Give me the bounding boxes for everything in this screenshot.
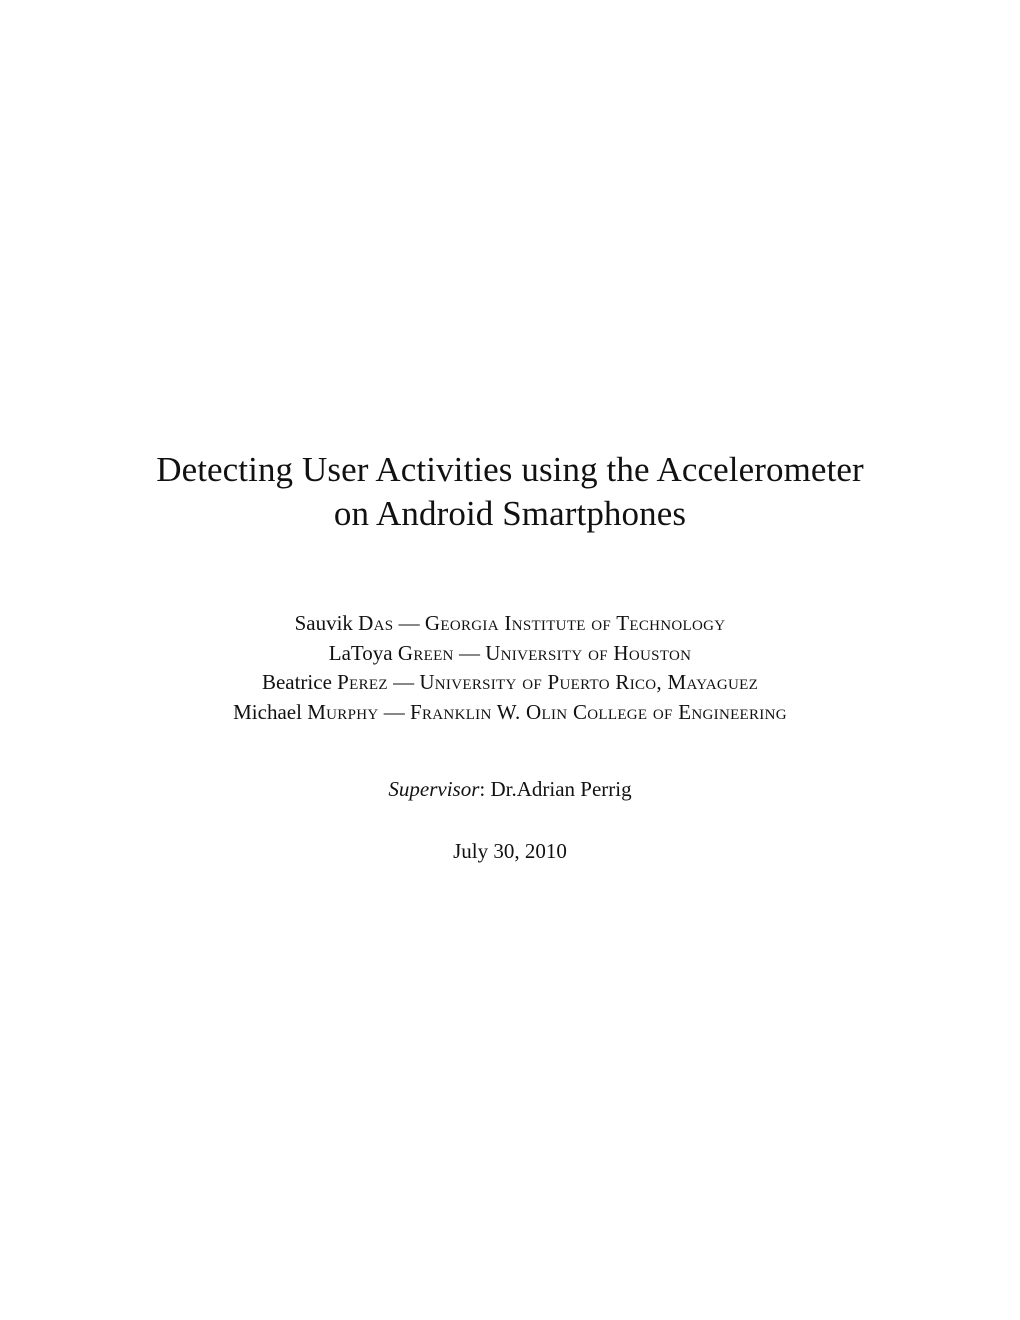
- author-affiliation: University of Houston: [485, 640, 692, 665]
- author-line: [0, 609, 1020, 639]
- author-line: [0, 698, 1020, 728]
- author-separator: —: [398, 611, 420, 635]
- author-separator: —: [458, 640, 480, 665]
- author-given-name: Michael: [233, 699, 302, 724]
- author-separator: —: [383, 699, 405, 724]
- author-affiliation: University of Puerto Rico, Mayaguez: [419, 670, 759, 694]
- author-line: [0, 668, 1020, 698]
- supervisor-label: Supervisor: [388, 777, 480, 801]
- author-given-name: Sauvik: [294, 611, 353, 635]
- author-given-name: Beatrice: [261, 670, 332, 694]
- author-family-name: Murphy: [307, 699, 379, 724]
- title-line-1: Detecting User Activities using the Accelerometer: [156, 450, 864, 489]
- author-family-name: Green: [397, 640, 454, 665]
- author-family-name: Perez: [337, 670, 388, 694]
- supervisor-line: Supervisor: Dr.Adrian Perrig: [388, 777, 632, 801]
- author-given-name: LaToya: [328, 640, 393, 665]
- author-separator: —: [393, 670, 415, 694]
- title-line-2: on Android Smartphones: [333, 494, 687, 533]
- publication-date: July 30, 2010: [453, 839, 567, 863]
- author-family-name: Das: [358, 611, 394, 635]
- paper-title: [0, 448, 1020, 536]
- author-affiliation: Georgia Institute of Technology: [424, 611, 726, 635]
- author-list: [0, 609, 1020, 727]
- supervisor-name: Dr.Adrian Perrig: [490, 777, 632, 801]
- author-affiliation: Franklin W. Olin College of Engineering: [410, 699, 787, 724]
- author-line: [0, 639, 1020, 669]
